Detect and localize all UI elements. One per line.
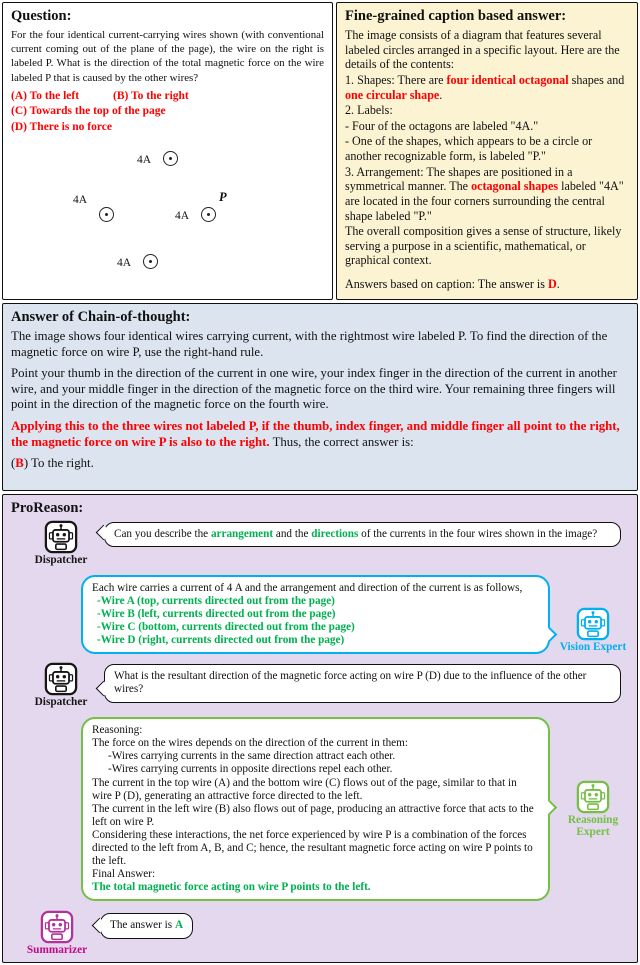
reasoning-line-3: -Wires carrying currents in the same direction attract each other. [108,750,396,763]
reasoning-expert-row [81,717,629,901]
vision-expert-agent [557,607,629,654]
dispatcher-agent [25,520,97,567]
reasoning-line-2: The force on the wires depends on the direction of the current in them: [92,737,408,750]
dispatcher-message-1-text: Can you describe the arrangement and the directions of the currents in the four wires shown in the image? [114,528,598,540]
wire-left-icon [99,207,114,222]
bubble-tail [542,800,558,816]
proreason-title: ProReason: [11,500,84,516]
bubble-tail [542,627,558,643]
cot-paragraph-3: Applying this to the three wires not labeled P, if the thumb, index finger, and middle finger all point to the right, the magnetic force on wire P is also to the right. Thus, the correct answer is: [11,419,620,449]
dispatcher-robot-icon [44,520,78,554]
bubble-tail [92,918,108,934]
options-line-1 [11,89,324,104]
caption-paragraph-1: The image consists of a diagram that features several labeled circles arranged in a specific layout. Here are the details of the contents: [345,28,620,72]
answer-options [11,89,324,135]
cot-paragraph-2: Point your thumb in the direction of the current in one wire, your index finger in the direction of the current in another wire, and your middle finger in the direction of the magnetic force on the third wire. Your remaining three fingers will point in the direction of the magnetic force on the fourth wire. [11,366,617,412]
question-panel [2,2,333,300]
reasoning-line-4: -Wires carrying currents in opposite directions repel each other. [108,763,393,776]
wire-right-icon [201,207,216,222]
cot-answer-line: (B) To the right. [11,456,94,471]
caption-panel-title: Fine-grained caption based answer: [345,8,567,24]
caption-answer-panel [336,2,638,300]
bubble-tail [96,680,112,696]
caption-paragraph-4: - Four of the octagons are labeled "4A." [345,118,539,133]
option-d: (D) There is no force [11,120,112,133]
dispatcher-message-2 [104,664,621,702]
dispatcher-message-1 [104,522,621,547]
vision-intro: Each wire carries a current of 4 A and the arrangement and direction of the current is as follows, [92,581,523,594]
caption-answer-line: Answers based on caption: The answer is D. [345,277,560,291]
caption-paragraph-6: 3. Arrangement: The shapes are positioned in a symmetrical manner. The octagonal shapes labeled "4A" are located in the four corners surrounding the central shape labeled "P." [345,164,624,223]
vision-expert-label: Vision Expert [559,641,627,654]
caption-paragraph-3: 2. Labels: [345,103,393,118]
vision-wire-b: -Wire B (left, currents directed out from the page) [97,608,336,621]
question-body: For the four identical current-carrying wires shown (with conventional current coming out of the plane of the page), the wire on the right is labeled P. What is the direction of the total magnetic force on the wire labeled P that is caused by the other wires? [11,29,324,84]
vision-expert-message [81,575,550,654]
caption-paragraph-5: - One of the shapes, which appears to be a circle or another recognizable form, is labeled "P." [345,134,593,163]
dispatcher-message-2-text: What is the resultant direction of the magnetic force acting on wire P (D) due to the influence of the other wires? [114,670,587,696]
wire-left-label: 4A [73,193,88,206]
summarizer-agent [21,910,93,957]
bubble-tail [96,525,112,541]
question-title: Question: [11,8,72,24]
option-c: (C) Towards the top of the page [11,105,166,118]
reasoning-expert-robot-icon [576,780,610,814]
summarizer-label: Summarizer [26,944,88,957]
caption-paragraph-7: The overall composition gives a sense of structure, likely serving a purpose in a scientific, mathematical, or graphical context. [345,224,622,268]
chain-of-thought-panel [2,303,638,491]
vision-expert-row [81,575,629,654]
reasoning-line-7: Considering these interactions, the net force experienced by wire P is a combination of the forces directed to the left from A, B, and C; hence, the resultant magnetic force acting on wire P points to the left. [92,828,533,868]
vision-expert-robot-icon [576,607,610,641]
reasoning-line-8: Final Answer: [92,868,156,881]
summarizer-row [11,910,629,957]
reasoning-expert-label: Reasoning Expert [567,813,619,838]
vision-wire-d: -Wire D (right, currents directed out from the page) [97,634,345,647]
wire-bottom-label: 4A [117,256,132,269]
reasoning-final-answer: The total magnetic force acting on wire P points to the left. [92,881,371,894]
wire-p-label: P [219,189,227,204]
cot-title: Answer of Chain-of-thought: [11,309,191,325]
option-a: (A) To the left [11,89,80,102]
summarizer-message-text: The answer is A [110,919,184,932]
reasoning-line-5: The current in the top wire (A) and the bottom wire (C) flows out of the page, similar to that in wire P (D), generating an attractive force directed to the left. [92,776,517,802]
dispatcher-agent-2 [25,662,97,709]
wire-top-label: 4A [137,153,152,166]
wire-diagram [11,137,324,289]
vision-wire-a: -Wire A (top, currents directed out from the page) [97,594,335,607]
dispatcher-row-1 [11,520,629,567]
summarizer-robot-icon [40,910,74,944]
dispatcher-label-2: Dispatcher [34,696,88,709]
cot-paragraph-1: The image shows four identical wires carrying current, with the rightmost wire labeled P. To find the direction of the magnetic force on wire P, use the right-hand rule. [11,329,608,359]
summarizer-message [100,913,193,938]
reasoning-expert-agent [557,780,629,839]
wire-right-label: 4A [175,209,190,222]
wire-bottom-icon [143,254,158,269]
reasoning-line-6: The current in the left wire (B) also flows out of page, producing an attractive force that acts to the left on wire P. [92,802,534,828]
option-b: (B) To the right [113,89,189,102]
reasoning-expert-message [81,717,550,901]
vision-wire-c: -Wire C (bottom, currents directed out from the page) [97,621,355,634]
proreason-panel [2,494,638,963]
wire-top-icon [163,151,178,166]
top-row [2,2,638,300]
dispatcher-robot-icon [44,662,78,696]
dispatcher-label: Dispatcher [34,554,88,566]
dispatcher-row-2 [11,662,629,709]
caption-paragraph-2: 1. Shapes: There are four identical octagonal shapes and one circular shape. [345,72,625,102]
reasoning-line-1: Reasoning: [92,724,143,737]
